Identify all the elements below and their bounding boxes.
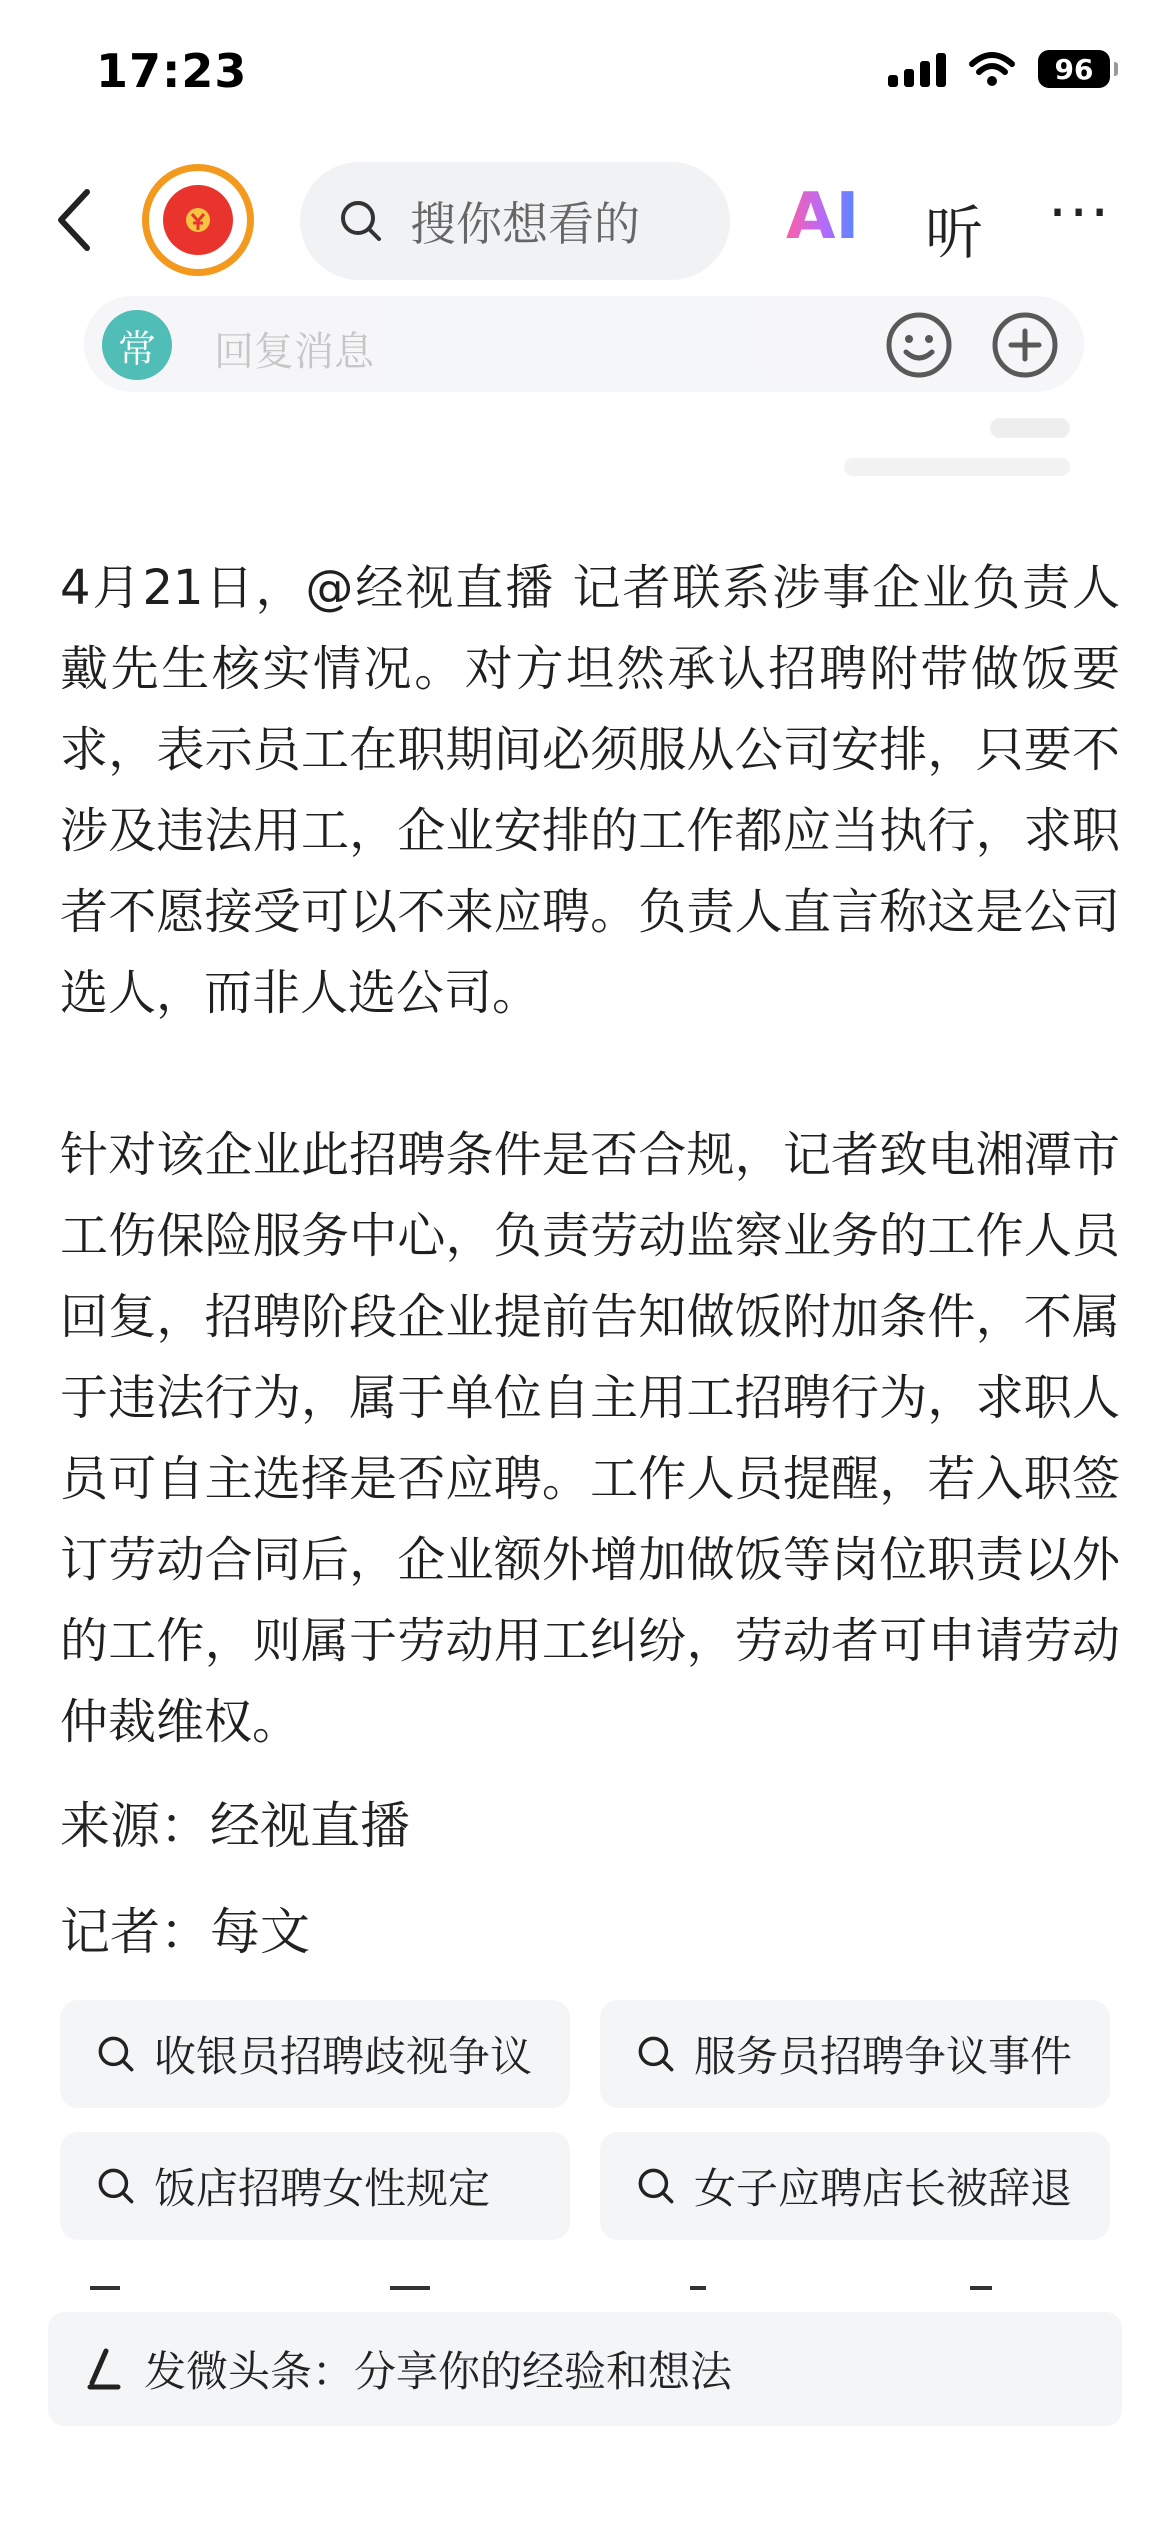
related-search-chip[interactable] xyxy=(60,2132,570,2240)
compose-label: 发微头条：分享你的经验和想法 xyxy=(144,2347,733,2396)
related-search-chip[interactable] xyxy=(60,2000,570,2108)
emoji-icon[interactable] xyxy=(884,310,954,380)
faint-overlay-mark xyxy=(844,458,1070,476)
article-body xyxy=(60,548,1120,1763)
nav-bar xyxy=(0,150,1170,290)
status-time: 17:23 xyxy=(96,44,248,98)
listen-button[interactable]: 听 xyxy=(925,199,984,267)
search-icon xyxy=(636,2166,676,2206)
compose-post-button[interactable] xyxy=(48,2312,1122,2426)
related-search-label: 饭店招聘女性规定 xyxy=(154,2164,491,2213)
battery-level: 96 xyxy=(1054,52,1094,86)
search-input[interactable] xyxy=(300,162,730,280)
chevron-left-icon xyxy=(55,188,95,252)
article-paragraph: 4月21日，@经视直播 记者联系涉事企业负责人戴先生核实情况。对方坦然承认招聘附带做饭要求，表示员工在职期间必须服从公司安排，只要不涉及违法用工，企业安排的工作都应当执行，求职者不愿接受可以不来应聘。负责人直言称这是公司选人，而非人选公司。 xyxy=(60,560,1120,1021)
status-icons xyxy=(888,50,1110,88)
status-bar xyxy=(0,0,1170,150)
ai-button[interactable]: AI xyxy=(786,180,860,254)
wifi-icon xyxy=(968,50,1016,88)
avatar: 常 xyxy=(102,310,172,380)
plus-circle-icon[interactable] xyxy=(990,310,1060,380)
signal-icon xyxy=(888,51,946,87)
faint-overlay-mark xyxy=(990,418,1070,438)
search-icon xyxy=(96,2034,136,2074)
red-envelope-icon xyxy=(163,185,233,255)
article-paragraph: 针对该企业此招聘条件是否合规，记者致电湘潭市工伤保险服务中心，负责劳动监察业务的工作人员回复，招聘阶段企业提前告知做饭附加条件，不属于违法行为，属于单位自主用工招聘行为，求职人员可自主选择是否应聘。工作人员提醒，若入职签订劳动合同后，企业额外增加做饭等岗位职责以外的工作，则属于劳动用工纠纷，劳动者可申请劳动仲裁维权。 xyxy=(60,1127,1120,1750)
reply-input[interactable]: 回复消息 xyxy=(214,329,374,375)
battery-icon xyxy=(1038,50,1110,88)
related-search-label: 女子应聘店长被辞退 xyxy=(694,2164,1073,2213)
search-icon xyxy=(96,2166,136,2206)
article-source: 来源：经视直播 xyxy=(60,1797,410,1855)
reply-bar[interactable] xyxy=(84,296,1084,392)
search-icon xyxy=(636,2034,676,2074)
clipped-action-row xyxy=(90,2282,1090,2302)
search-placeholder: 搜你想看的 xyxy=(410,197,640,251)
more-button[interactable]: ··· xyxy=(1048,178,1112,248)
pen-icon xyxy=(84,2347,124,2391)
search-icon xyxy=(338,198,384,244)
related-searches xyxy=(60,2000,1110,2240)
related-search-label: 收银员招聘歧视争议 xyxy=(154,2032,533,2081)
article-reporter: 记者：每文 xyxy=(60,1903,310,1961)
related-search-chip[interactable] xyxy=(600,2000,1110,2108)
back-button[interactable] xyxy=(40,180,110,260)
related-search-chip[interactable] xyxy=(600,2132,1110,2240)
related-search-label: 服务员招聘争议事件 xyxy=(694,2032,1073,2081)
red-envelope-button[interactable] xyxy=(142,164,254,276)
